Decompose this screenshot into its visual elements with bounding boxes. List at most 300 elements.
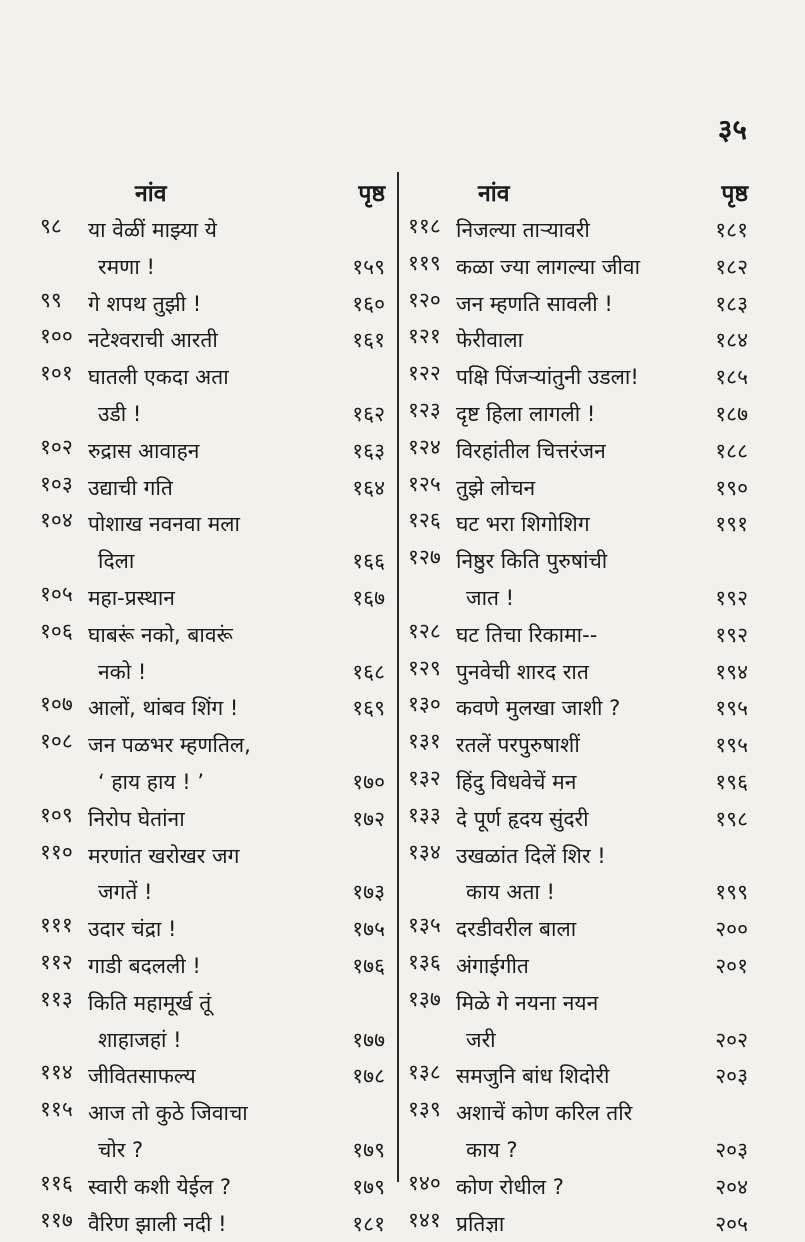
entry-line: [456, 359, 748, 396]
entry-title: उदार चंद्रा !: [88, 917, 177, 942]
entry-page-number: २०१: [715, 953, 748, 978]
toc-entry: [408, 543, 748, 617]
entry-number: १३८: [408, 1060, 441, 1085]
entry-number: १४०: [408, 1170, 441, 1195]
toc-entry: [40, 838, 385, 912]
entry-line: [456, 433, 748, 470]
toc-entry: [40, 212, 385, 286]
entry-body: [456, 948, 748, 985]
entry-body: [456, 249, 748, 286]
entry-body: [456, 1206, 748, 1242]
column-divider: [397, 172, 399, 1182]
entry-title: जीवितसाफल्य: [88, 1064, 196, 1089]
entry-number: १३४: [408, 839, 441, 864]
entry-page-number: १९८: [715, 806, 748, 831]
entry-line: [88, 322, 385, 359]
entry-body: [456, 1058, 748, 1095]
entry-page-number: १९५: [715, 696, 748, 721]
entry-line: [88, 985, 385, 1022]
entry-number: १०२: [40, 434, 73, 459]
entry-number: ११७: [40, 1207, 73, 1232]
entry-line: [456, 948, 748, 985]
entry-number: १३६: [408, 949, 441, 974]
toc-entry: [40, 470, 385, 507]
entry-title: तुझे लोचन: [456, 475, 536, 500]
entry-body: [456, 801, 748, 838]
entry-body: [456, 322, 748, 359]
right-column: [408, 172, 748, 1242]
toc-entry: [408, 433, 748, 470]
entry-line: [456, 506, 748, 543]
entry-number: १०८: [40, 729, 73, 754]
entry-title: दे पूर्ण हृदय सुंदरी: [456, 806, 589, 831]
entry-body: [456, 212, 748, 249]
entry-page-number: १६६: [352, 549, 385, 574]
entry-number: १२३: [408, 397, 441, 422]
toc-entry: [40, 580, 385, 617]
entry-title: घट भरा शिगोशिग: [456, 512, 590, 537]
entry-number: १३३: [408, 802, 441, 827]
entry-number: १०६: [40, 618, 73, 643]
name-heading: नांव: [478, 181, 510, 207]
toc-entry: [408, 506, 748, 543]
entry-body: [88, 617, 385, 691]
entry-title: जरी: [466, 1027, 496, 1052]
entry-title: पक्षि पिंजऱ्यांतुनी उडला!: [456, 365, 639, 390]
entry-page-number: १६०: [352, 291, 385, 316]
entry-body: [456, 396, 748, 433]
entry-line: [456, 1095, 748, 1132]
entry-page-number: १७९: [352, 1137, 385, 1162]
entry-line: [456, 396, 748, 433]
entry-number: १२७: [408, 545, 441, 570]
entry-body: [88, 838, 385, 912]
entry-title: कोण रोधील ?: [456, 1174, 564, 1199]
entry-number: ११३: [40, 986, 73, 1011]
entry-body: [88, 948, 385, 985]
entry-page-number: १९४: [715, 659, 748, 684]
entry-page-number: १७९: [352, 1174, 385, 1199]
entry-page-number: १६३: [352, 438, 385, 463]
entry-title: घातली एकदा अता: [88, 365, 229, 390]
entry-number: १२१: [408, 324, 441, 349]
entry-line: [456, 1169, 748, 1206]
entry-line: [88, 1022, 385, 1059]
entry-line: [88, 212, 385, 249]
entry-body: [456, 654, 748, 691]
entry-line: [88, 764, 385, 801]
entry-line: [88, 654, 385, 691]
entry-body: [88, 985, 385, 1059]
entry-line: [88, 1206, 385, 1242]
entry-body: [88, 727, 385, 801]
entry-title: घाबरूं नको, बावरूं: [88, 622, 233, 647]
entry-title: शाहाजहां !: [98, 1027, 182, 1052]
entry-line: [88, 911, 385, 948]
entry-line: [88, 433, 385, 470]
entry-line: [88, 1058, 385, 1095]
entry-line: [456, 801, 748, 838]
entry-page-number: १६८: [352, 659, 385, 684]
entry-body: [456, 359, 748, 396]
entry-title: किति महामूर्ख तूं: [88, 990, 212, 1015]
entry-title: महा-प्रस्थान: [88, 585, 175, 610]
toc-entry: [408, 1169, 748, 1206]
toc-entry: [408, 948, 748, 985]
entry-number: १३२: [408, 765, 441, 790]
toc-entry: [408, 690, 748, 727]
entry-title: रुद्रास आवाहन: [88, 438, 200, 463]
toc-entry: [40, 433, 385, 470]
entry-line: [88, 470, 385, 507]
entry-title: नको !: [98, 659, 147, 684]
entry-number: ११०: [40, 839, 73, 864]
entry-title: दृष्ट हिला लागली !: [456, 401, 596, 426]
entry-page-number: १७५: [352, 917, 385, 942]
toc-entry: [408, 359, 748, 396]
entry-line: [88, 1095, 385, 1132]
entry-line: [456, 1206, 748, 1242]
entry-page-number: १६१: [352, 328, 385, 353]
entry-page-number: १८१: [352, 1211, 385, 1236]
entry-line: [88, 286, 385, 323]
entry-body: [88, 801, 385, 838]
entry-title: उडी !: [98, 401, 142, 426]
entry-body: [456, 1169, 748, 1206]
entry-page-number: १९२: [715, 585, 748, 610]
toc-entry: [40, 359, 385, 433]
toc-entry: [408, 838, 748, 912]
entry-page-number: १८३: [715, 291, 748, 316]
toc-entry: [40, 1169, 385, 1206]
entry-page-number: १८४: [715, 328, 748, 353]
entry-line: [88, 249, 385, 286]
entry-line: [88, 543, 385, 580]
entry-line: [88, 801, 385, 838]
entry-number: ९९: [40, 287, 62, 312]
entry-title: घट तिचा रिकामा--: [456, 622, 598, 647]
left-column-header: [40, 172, 385, 212]
entry-title: रमणा !: [98, 254, 155, 279]
entry-line: [456, 580, 748, 617]
toc-entry: [40, 617, 385, 691]
entry-body: [456, 433, 748, 470]
entry-line: [88, 506, 385, 543]
entry-line: [88, 1169, 385, 1206]
entry-body: [88, 433, 385, 470]
entry-page-number: १६७: [352, 585, 385, 610]
page-number: ३५: [717, 113, 747, 146]
entry-number: १२६: [408, 508, 441, 533]
entry-page-number: २०२: [715, 1027, 748, 1052]
entry-title: चोर ?: [98, 1137, 144, 1162]
entry-body: [88, 1058, 385, 1095]
entry-page-number: १९२: [715, 622, 748, 647]
entry-number: १२४: [408, 434, 441, 459]
entry-line: [456, 249, 748, 286]
toc-entry: [40, 506, 385, 580]
entry-title: विरहांतील चित्तरंजन: [456, 438, 606, 463]
entry-page-number: १७६: [352, 953, 385, 978]
toc-entry: [40, 727, 385, 801]
entry-title: ‘ हाय हाय ! ’: [98, 769, 205, 794]
entry-body: [88, 580, 385, 617]
entry-line: [456, 1058, 748, 1095]
entry-line: [456, 322, 748, 359]
entry-title: फेरीवाला: [456, 328, 524, 353]
entry-line: [456, 212, 748, 249]
entry-body: [456, 506, 748, 543]
toc-entry: [40, 1058, 385, 1095]
entry-number: १४१: [408, 1207, 441, 1232]
entry-body: [456, 286, 748, 323]
entry-title: आज तो कुठे जिवाचा: [88, 1101, 248, 1126]
entry-number: १३५: [408, 913, 441, 938]
entry-number: १११: [40, 913, 73, 938]
page-heading: पृष्ठ: [721, 181, 748, 207]
entry-number: ११५: [40, 1097, 73, 1122]
toc-entry: [408, 1058, 748, 1095]
entry-line: [88, 359, 385, 396]
entry-page-number: १७२: [352, 806, 385, 831]
entry-line: [88, 948, 385, 985]
toc-entry: [40, 801, 385, 838]
entry-title: काय अता !: [466, 880, 555, 905]
entry-body: [456, 543, 748, 617]
entry-title: जन पळभर म्हणतिल,: [88, 733, 251, 758]
entry-line: [456, 985, 748, 1022]
entry-page-number: १६२: [352, 401, 385, 426]
entry-page-number: १७७: [352, 1027, 385, 1052]
toc-entry: [408, 764, 748, 801]
entry-number: ११२: [40, 949, 73, 974]
entry-title: कळा ज्या लागल्या जीवा: [456, 254, 641, 279]
entry-page-number: १९६: [715, 769, 748, 794]
entry-title: निष्ठुर किति पुरुषांची: [456, 549, 608, 574]
entry-page-number: १७०: [352, 769, 385, 794]
entry-title: जात !: [466, 585, 515, 610]
toc-entry: [408, 617, 748, 654]
toc-entry: [408, 727, 748, 764]
entry-page-number: २०३: [715, 1064, 748, 1089]
entry-page-number: १७३: [352, 880, 385, 905]
entry-number: ११८: [408, 214, 441, 238]
entry-page-number: २०५: [715, 1211, 748, 1236]
entry-body: [88, 359, 385, 433]
entry-title: समजुनि बांध शिदोरी: [456, 1064, 610, 1089]
entry-page-number: १९५: [715, 733, 748, 758]
entry-number: ११९: [408, 250, 441, 275]
entry-body: [88, 506, 385, 580]
entry-body: [456, 911, 748, 948]
entry-body: [88, 1095, 385, 1169]
entry-title: स्वारी कशी येईल ?: [88, 1174, 232, 1199]
entry-title: रतलें परपुरुषाशीं: [456, 733, 580, 758]
toc-entry: [40, 1095, 385, 1169]
entry-title: मरणांत खरोखर जग: [88, 843, 240, 868]
entry-line: [456, 911, 748, 948]
toc-entry: [408, 1206, 748, 1242]
toc-entry: [408, 249, 748, 286]
toc-entry: [40, 1206, 385, 1242]
entry-body: [88, 286, 385, 323]
entry-line: [88, 727, 385, 764]
entry-line: [456, 690, 748, 727]
entry-page-number: १८७: [715, 401, 748, 426]
toc-entry: [408, 911, 748, 948]
entry-title: दिला: [98, 549, 135, 574]
entry-number: १०३: [40, 471, 73, 496]
entry-title: नटेश्वराची आरती: [88, 328, 218, 353]
entry-body: [456, 470, 748, 507]
entry-number: १०९: [40, 802, 73, 827]
entry-page-number: २००: [715, 917, 748, 942]
entry-line: [456, 838, 748, 875]
entry-line: [88, 874, 385, 911]
entry-page-number: १८२: [715, 254, 748, 279]
toc-entry: [40, 911, 385, 948]
entry-title: जगतें !: [98, 880, 153, 905]
entry-body: [88, 1169, 385, 1206]
entry-number: १००: [40, 324, 73, 349]
entry-number: १३९: [408, 1097, 441, 1122]
entry-page-number: १९०: [715, 475, 748, 500]
entry-body: [456, 727, 748, 764]
entry-number: १२२: [408, 361, 441, 386]
entry-number: ९८: [40, 214, 62, 238]
entry-line: [456, 1132, 748, 1169]
entry-line: [456, 1022, 748, 1059]
entry-number: १२८: [408, 618, 441, 643]
toc-entry: [408, 470, 748, 507]
entry-title: काय ?: [466, 1137, 518, 1162]
entry-title: गे शपथ तुझी !: [88, 291, 202, 316]
toc-entry: [408, 396, 748, 433]
entry-number: १३०: [408, 692, 441, 717]
entry-body: [88, 911, 385, 948]
toc-entry: [408, 1095, 748, 1169]
entry-page-number: २०४: [715, 1174, 748, 1199]
entry-number: ११६: [40, 1170, 73, 1195]
entry-title: जन म्हणति सावली !: [456, 291, 613, 316]
entry-page-number: १८८: [715, 438, 748, 463]
toc-entry: [40, 286, 385, 323]
entry-title: दरडीवरील बाला: [456, 917, 577, 942]
entry-title: प्रतिज्ञा: [456, 1211, 505, 1236]
toc-entry: [40, 948, 385, 985]
entry-body: [88, 690, 385, 727]
entry-body: [456, 690, 748, 727]
left-entry-list: [40, 212, 385, 1242]
entry-title: अंगाईगीत: [456, 953, 529, 978]
entry-line: [88, 838, 385, 875]
entry-line: [456, 874, 748, 911]
entry-body: [456, 838, 748, 912]
entry-body: [88, 322, 385, 359]
entry-body: [456, 617, 748, 654]
entry-page-number: १८१: [715, 218, 748, 242]
entry-line: [456, 727, 748, 764]
entry-page-number: १७८: [352, 1064, 385, 1089]
entry-title: हिंदु विधवेचें मन: [456, 769, 577, 794]
entry-title: या वेळीं माझ्या ये: [88, 218, 217, 242]
entry-body: [456, 1095, 748, 1169]
toc-entry: [40, 690, 385, 727]
entry-body: [456, 985, 748, 1059]
entry-line: [456, 654, 748, 691]
toc-entry: [408, 985, 748, 1059]
entry-line: [456, 286, 748, 323]
page-heading: पृष्ठ: [358, 181, 385, 207]
entry-page-number: १८५: [715, 365, 748, 390]
entry-body: [456, 764, 748, 801]
entry-line: [456, 764, 748, 801]
entry-page-number: १६९: [352, 696, 385, 721]
entry-body: [88, 212, 385, 286]
entry-title: निरोप घेतांना: [88, 806, 185, 831]
entry-title: उखळांत दिलें शिर !: [456, 843, 606, 868]
entry-number: १२५: [408, 471, 441, 496]
toc-entry: [408, 286, 748, 323]
entry-page-number: १९१: [715, 512, 748, 537]
entry-title: उद्याची गति: [88, 475, 173, 500]
right-column-header: [408, 172, 748, 212]
entry-line: [88, 1132, 385, 1169]
toc-entry: [408, 212, 748, 249]
entry-number: १०५: [40, 581, 73, 606]
entry-line: [456, 470, 748, 507]
toc-entry: [408, 654, 748, 691]
entry-page-number: १५९: [352, 254, 385, 279]
entry-title: मिळे गे नयना नयन: [456, 990, 599, 1015]
name-heading: नांव: [135, 181, 167, 207]
entry-title: गाडी बदलली !: [88, 953, 201, 978]
toc-entry: [408, 801, 748, 838]
entry-number: १०७: [40, 692, 73, 717]
entry-title: पुनवेची शारद रात: [456, 659, 589, 684]
entry-line: [88, 396, 385, 433]
entry-line: [456, 617, 748, 654]
entry-page-number: १६४: [352, 475, 385, 500]
entry-line: [88, 690, 385, 727]
toc-entry: [408, 322, 748, 359]
entry-number: १२९: [408, 655, 441, 680]
entry-page-number: १९९: [715, 880, 748, 905]
entry-title: पोशाख नवनवा मला: [88, 512, 240, 537]
entry-page-number: २०३: [715, 1137, 748, 1162]
entry-line: [456, 543, 748, 580]
right-entry-list: [408, 212, 748, 1242]
entry-line: [88, 617, 385, 654]
entry-number: १३१: [408, 729, 441, 754]
entry-title: अशाचें कोण करिल तरि: [456, 1101, 633, 1126]
entry-title: कवणे मुलखा जाशी ?: [456, 696, 621, 721]
toc-entry: [40, 322, 385, 359]
entry-title: वैरिण झाली नदी !: [88, 1211, 227, 1236]
toc-entry: [40, 985, 385, 1059]
entry-title: निजल्या ताऱ्यावरी: [456, 218, 590, 242]
entry-number: १०४: [40, 508, 73, 533]
left-column: [40, 172, 385, 1242]
entry-title: आलों, थांबव शिंग !: [88, 696, 239, 721]
entry-body: [88, 1206, 385, 1242]
entry-line: [88, 580, 385, 617]
entry-number: ११४: [40, 1060, 73, 1085]
entry-number: १२०: [408, 287, 441, 312]
entry-number: १३७: [408, 986, 441, 1011]
entry-body: [88, 470, 385, 507]
entry-number: १०१: [40, 361, 73, 386]
